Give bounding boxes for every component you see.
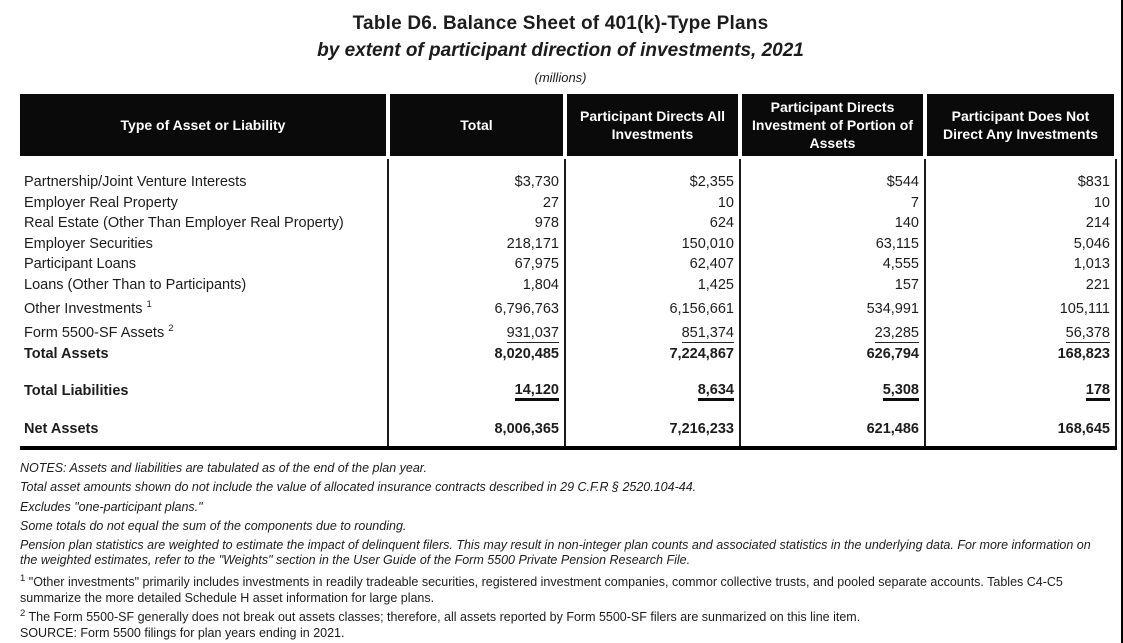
spacer-row [20, 364, 1116, 380]
row-value: 8,006,365 [388, 419, 565, 440]
row-value: 534,991 [740, 295, 925, 319]
spacer-cell [565, 440, 740, 448]
footnote-marker: 1 [20, 573, 26, 585]
row-value: 27 [388, 193, 565, 214]
footnote-marker: 2 [20, 608, 26, 620]
table-row [20, 344, 1116, 365]
row-value: 67,975 [388, 254, 565, 275]
row-value: 157 [740, 275, 925, 296]
row-value: $544 [740, 158, 925, 193]
note-line-4: Pension plan statistics are weighted to estimate the impact of delinquent filers. This may result in non-integer plan counts and associated statistics in the underlying data. For more information on the weighted estimates, refer to the "Weights" section in the User Guide of the Form 5500 Private Pension Research File. [20, 537, 1091, 568]
row-value: 7 [740, 193, 925, 214]
title-block [0, 0, 1121, 85]
table-body [20, 158, 1116, 448]
row-value: $831 [925, 158, 1116, 193]
table-subtitle: by extent of participant direction of investments, 2021 [317, 40, 804, 61]
row-label: Employer Real Property [20, 193, 388, 214]
spacer-cell [925, 364, 1116, 380]
spacer-cell [20, 364, 388, 380]
table-units-label: (millions) [534, 70, 587, 85]
table-row [20, 319, 1116, 343]
table-header [20, 94, 1116, 158]
row-value: 214 [925, 213, 1116, 234]
column-header-4: Participant Does Not Direct Any Investments [925, 94, 1116, 158]
table-row [20, 380, 1116, 401]
spacer-cell [740, 401, 925, 419]
spacer-cell [565, 401, 740, 419]
column-header-1: Total [388, 94, 565, 158]
row-label: Net Assets [20, 419, 388, 440]
row-value: 23,285 [740, 319, 925, 343]
footnote-line-2: $^2$ The Form 5500-SF generally does not break out assets classes; therefore, all assets reported by Form 5500-SF filers are sunmarized on this line item. [20, 608, 861, 625]
row-value: 7,216,233 [565, 419, 740, 440]
row-value: 105,111 [925, 295, 1116, 319]
row-value: 150,010 [565, 234, 740, 255]
table-header-row [20, 94, 1116, 158]
spacer-row [20, 401, 1116, 419]
row-value: 14,120 [388, 380, 565, 401]
footnote-marker: 2 [168, 323, 174, 335]
row-label: Real Estate (Other Than Employer Real Property) [20, 213, 388, 234]
row-value: 10 [565, 193, 740, 214]
row-value: 140 [740, 213, 925, 234]
row-value: 178 [925, 380, 1116, 401]
spacer-row [20, 440, 1116, 448]
note-line-0: NOTES: Assets and liabilities are tabulated as of the end of the plan year. [20, 460, 427, 475]
row-value: 168,645 [925, 419, 1116, 440]
row-value: 624 [565, 213, 740, 234]
row-label: Employer Securities [20, 234, 388, 255]
row-value: 6,156,661 [565, 295, 740, 319]
spacer-cell [925, 401, 1116, 419]
table-title: Table D6. Balance Sheet of 401(k)-Type Plans [352, 13, 769, 34]
row-value: 56,378 [925, 319, 1116, 343]
row-label: Form 5500-SF Assets $^2$ [20, 319, 388, 343]
column-header-2: Participant Directs All Investments [565, 94, 740, 158]
row-value: $3,730 [388, 158, 565, 193]
table-row [20, 213, 1116, 234]
row-value: 931,037 [388, 319, 565, 343]
spacer-cell [740, 364, 925, 380]
row-value: 7,224,867 [565, 344, 740, 365]
spacer-cell [740, 440, 925, 448]
spacer-cell [20, 401, 388, 419]
footnote-line-1: $^1$ "Other investments" primarily includes investments in readily tradeable securities, registered investment companies, commor collective trusts, and pooled separate accounts. Tables C4-C5 summarize the more detailed Schedule H asset information for large plans. [20, 573, 1063, 605]
row-label: Total Liabilities [20, 380, 388, 401]
note-line-3: Some totals do not equal the sum of the components due to rounding. [20, 519, 407, 534]
row-label: Total Assets [20, 344, 388, 365]
row-value: 1,804 [388, 275, 565, 296]
row-value: 6,796,763 [388, 295, 565, 319]
spacer-cell [565, 364, 740, 380]
row-value: 168,823 [925, 344, 1116, 365]
spacer-cell [925, 440, 1116, 448]
row-value: 851,374 [565, 319, 740, 343]
table-row [20, 295, 1116, 319]
row-value: 218,171 [388, 234, 565, 255]
table-row [20, 158, 1116, 193]
notes-block [20, 460, 1107, 642]
table-row [20, 193, 1116, 214]
row-label: Partnership/Joint Venture Interests [20, 158, 388, 193]
column-header-3: Participant Directs Investment of Portion of Assets [740, 94, 925, 158]
spacer-cell [20, 440, 388, 448]
row-value: $2,355 [565, 158, 740, 193]
row-value: 978 [388, 213, 565, 234]
row-value: 10 [925, 193, 1116, 214]
row-value: 4,555 [740, 254, 925, 275]
row-value: 626,794 [740, 344, 925, 365]
row-value: 621,486 [740, 419, 925, 440]
balance-sheet-table [20, 94, 1118, 450]
row-label: Participant Loans [20, 254, 388, 275]
table-row [20, 234, 1116, 255]
spacer-cell [388, 401, 565, 419]
row-value: 8,020,485 [388, 344, 565, 365]
row-value: 62,407 [565, 254, 740, 275]
source-line: SOURCE: Form 5500 filings for plan years ending in 2021. [20, 625, 345, 640]
row-value: 8,634 [565, 380, 740, 401]
row-value: 1,425 [565, 275, 740, 296]
row-label: Other Investments $^1$ [20, 295, 388, 319]
column-header-0: Type of Asset or Liability [20, 94, 388, 158]
table-row [20, 419, 1116, 440]
footnote-marker: 1 [146, 299, 152, 310]
row-value: 1,013 [925, 254, 1116, 275]
note-line-1: Total asset amounts shown do not include the value of allocated insurance contracts described in 29 C.F.R § 2520.104-44. [20, 480, 697, 495]
spacer-cell [388, 364, 565, 380]
row-value: 221 [925, 275, 1116, 296]
row-label: Loans (Other Than to Participants) [20, 275, 388, 296]
row-value: 63,115 [740, 234, 925, 255]
row-value: 5,046 [925, 234, 1116, 255]
table-row [20, 275, 1116, 296]
row-value: 5,308 [740, 380, 925, 401]
note-line-2: Excludes "one-participant plans." [20, 499, 203, 514]
table-row [20, 254, 1116, 275]
spacer-cell [388, 440, 565, 448]
